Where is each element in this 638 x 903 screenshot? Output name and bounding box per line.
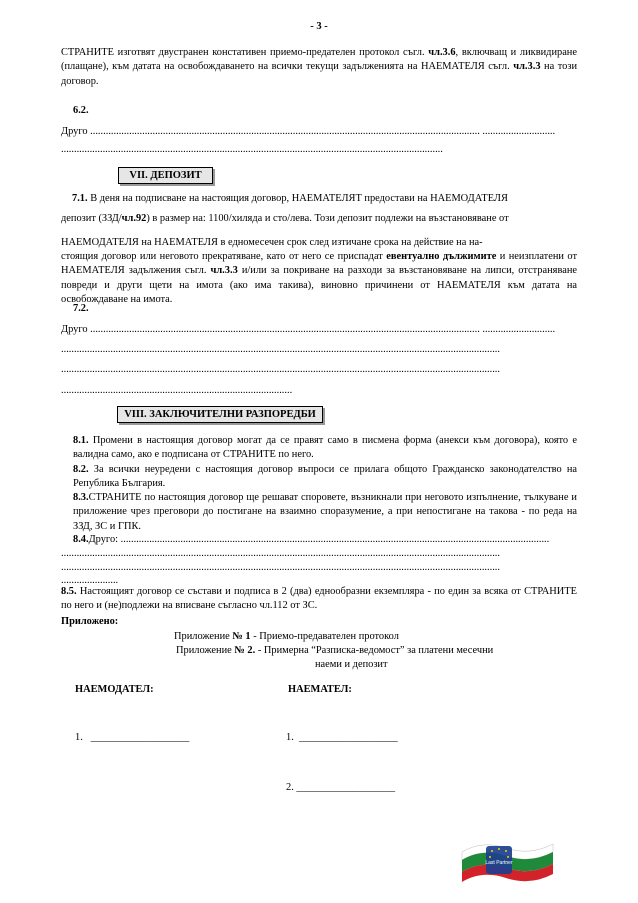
para-6-1-text-1: СТРАНИТЕ изготвят двустранен констативен приемо-предателен протокол съгл. <box>61 47 429 58</box>
para-8-3-number: 8.3. <box>73 492 89 503</box>
section-heading-final-provisions: VIII. ЗАКЛЮЧИТЕЛНИ РАЗПОРЕДБИ <box>117 406 323 423</box>
drugo-7-2-line-2: ......................................................................................................................................................................... <box>61 344 501 355</box>
para-8-1 <box>61 434 577 463</box>
para-8-5-text: Настоящият договор се състави и подписа в 2 (два) еднообразни екземпляра - по един за всяка от СТРАНИТЕ по него и (не)подлежи на вписване съгласно чл.112 от ЗС. <box>61 586 577 612</box>
para-7-1-rest-2: и неизплатени от НАЕМАТЕЛЯ задължения съгл. <box>61 251 577 277</box>
para-8-4 <box>61 533 577 547</box>
para-7-1-rest-3: и/или за покриване на разходи за възстановяване на липси, отстраняване повреди и други щети на имота (ако има такива), виновно причинени от НАЕМАТЕЛЯ към датата на освобождаване на имота. <box>61 265 577 305</box>
para-6-1-ref-2: чл.3.3 <box>513 61 541 73</box>
para-7-1-text-2b: ) в размер на: 1100/хиляда и сто/лева. Този депозит подлежи на възстановяване от <box>146 213 509 224</box>
para-7-1-ref-92: чл.92 <box>121 213 147 224</box>
tenant-label: НАЕМАТЕЛ: <box>288 684 352 695</box>
logo-text: Last Partner <box>485 860 513 866</box>
drugo-8-4-line-3: ...................... <box>61 575 119 586</box>
annex-1-number: № 1 <box>232 631 251 642</box>
para-8-2-text: За всички неуредени с настоящия договор въпроси се прилага общото Гражданско законодателство на Република България. <box>73 464 577 490</box>
para-7-1-rest-1: стоящия договор или неговото прекратяване, като от него се приспадат <box>61 251 387 262</box>
landlord-signature-1: 1. ___________________ <box>75 732 190 743</box>
drugo-6-2-line-1: Друго ...................................................................................................................................................... ............................ <box>61 126 556 137</box>
annex-1 <box>174 630 399 644</box>
para-6-1 <box>61 46 577 89</box>
annex-2-number: № 2. <box>234 645 256 656</box>
annex-2-text: - Примерна “Разписка-ведомост” за платени месечни <box>255 645 494 656</box>
annex-1-text: - Приемо-предавателен протокол <box>250 631 399 642</box>
tenant-signature-1: 1. ___________________ <box>286 732 398 743</box>
para-7-1-text-2a: депозит (ЗЗД/ <box>61 213 122 224</box>
para-8-2 <box>61 463 577 492</box>
para-7-2-label: 7.2. <box>73 303 89 314</box>
para-8-3-text: СТРАНИТЕ по настоящия договор ще решават споровете, възникнали при неговото изпълнение, тълкуване и приложение чрез преговори до постигане на взаимно споразумение, а при непостигане на такова - по реда на ЗЗД, ЗС и ГПК. <box>73 492 577 532</box>
para-7-1-text-1: В деня на подписване на настоящия договор, НАЕМАТЕЛЯТ предостави на НАЕМОДАТЕЛЯ <box>87 193 508 204</box>
para-6-2-label: 6.2. <box>73 105 89 116</box>
drugo-7-2-line-4: ......................................................................................... <box>61 385 293 396</box>
para-7-1-line-3: НАЕМОДАТЕЛЯ на НАЕМАТЕЛЯ в едномесечен срок след изтичане срока на действие на на- <box>61 237 483 248</box>
tenant-signature-2: 2. ___________________ <box>286 782 396 793</box>
para-6-1-text-2: , включващ и ликвидиране (плащане), към датата на освобождаването на всички текущи задълженията на НАЕМАТЕЛЯ съгл. <box>61 47 577 73</box>
landlord-label: НАЕМОДАТЕЛ: <box>75 684 154 695</box>
drugo-7-2-line-3: ......................................................................................................................................................................... <box>61 364 501 375</box>
para-8-5 <box>61 585 577 614</box>
flag-logo-icon <box>460 838 555 884</box>
para-8-4-text: Друго: ..................................................................................................................................................................... <box>88 534 550 545</box>
company-logo <box>460 838 555 884</box>
drugo-8-4-line-2: ......................................................................................................................................................................... <box>61 562 501 573</box>
annex-2 <box>176 644 493 658</box>
para-6-1-text-3: на този договор. <box>61 61 578 87</box>
para-7-1-line-2 <box>61 212 577 226</box>
para-7-1-bold-due: евентуално дължимите <box>386 251 497 262</box>
drugo-7-2-line-1: Друго ...................................................................................................................................................... ............................ <box>61 324 556 335</box>
para-7-1-line-1 <box>61 192 577 206</box>
page-number: - 3 - <box>310 21 328 32</box>
para-8-1-number: 8.1. <box>73 435 89 446</box>
drugo-8-4-line-1: ......................................................................................................................................................................... <box>61 548 501 559</box>
para-8-4-number: 8.4. <box>73 534 89 545</box>
para-7-1-rest <box>61 250 577 307</box>
para-7-1-number: 7.1. <box>72 193 88 204</box>
annex-2-prefix: Приложение <box>176 645 235 656</box>
para-8-3 <box>61 491 577 534</box>
annex-2-line-2: наеми и депозит <box>315 659 388 670</box>
section-heading-deposit: VII. ДЕПОЗИТ <box>118 167 213 184</box>
annex-1-prefix: Приложение <box>174 631 233 642</box>
para-8-5-number: 8.5. <box>61 586 77 597</box>
drugo-6-2-line-2: ................................................................................................................................................... <box>61 144 443 155</box>
para-6-1-ref-1: чл.3.6 <box>428 47 456 58</box>
para-8-1-text: Промени в настоящия договор могат да се правят само в писмена форма (анекси към договора), която е валидна само, ако е подписана от СТРАНИТЕ по него. <box>73 435 577 461</box>
attached-label: Приложено: <box>61 616 119 627</box>
para-7-1-ref-33: чл.3.3 <box>210 265 238 277</box>
para-8-2-number: 8.2. <box>73 464 89 475</box>
